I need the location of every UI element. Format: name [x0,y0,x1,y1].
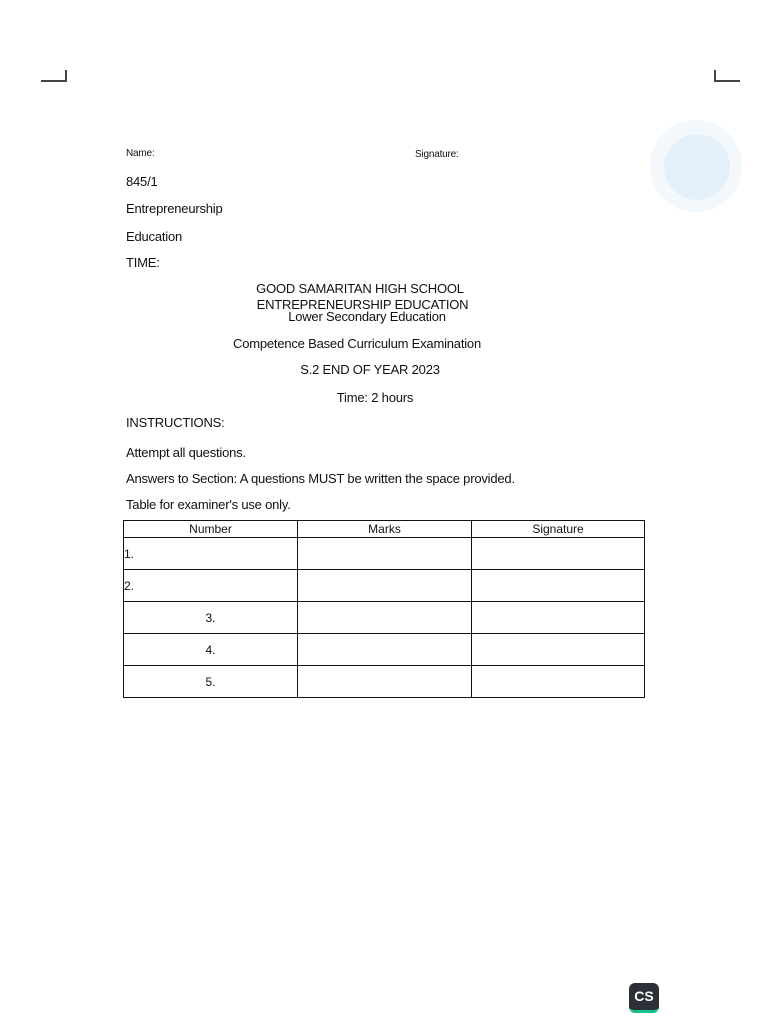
decorative-circle [650,120,742,212]
page-corner-mark-left [41,70,67,82]
marks-cell [298,538,472,570]
row-number: 3. [124,602,298,634]
row-number: 4. [124,634,298,666]
table-row [124,570,645,602]
table-row [124,666,645,698]
paper-code: 845/1 [126,174,158,189]
signature-cell [472,570,645,602]
exam-duration: Time: 2 hours [336,390,414,405]
camscanner-logo-icon: CS [629,983,659,1013]
exam-term: S.2 END OF YEAR 2023 [300,362,440,377]
exam-type: Competence Based Curriculum Examination [233,336,481,351]
marks-cell [298,634,472,666]
marks-cell [298,570,472,602]
signature-cell [472,666,645,698]
signature-cell [472,634,645,666]
signature-cell [472,538,645,570]
examiner-table [123,520,645,698]
page-corner-mark-right [714,70,740,82]
marks-cell [298,666,472,698]
table-row [124,602,645,634]
subject-line-2: Education [126,229,183,244]
time-label: TIME: [126,255,160,270]
school-name: GOOD SAMARITAN HIGH SCHOOL [256,281,464,296]
subject-title: ENTREPRENEURSHIP EDUCATION [256,297,469,312]
instruction-item: Table for examiner's use only. [126,497,291,512]
header-marks: Marks [298,521,472,538]
education-level: Lower Secondary Education [288,309,446,324]
row-number: 1. [124,538,298,570]
row-number: 5. [124,666,298,698]
instruction-item: Answers to Section: A questions MUST be written the space provided. [126,471,515,486]
signature-cell [472,602,645,634]
table-row [124,634,645,666]
table-header-row [124,521,645,538]
name-label: Name: [126,148,155,159]
table-row [124,538,645,570]
instructions-heading: INSTRUCTIONS: [126,415,225,430]
signature-label: Signature: [415,149,459,160]
marks-cell [298,602,472,634]
instruction-item: Attempt all questions. [126,445,246,460]
subject-line-1: Entrepreneurship [126,201,223,216]
header-signature: Signature [472,521,645,538]
row-number: 2. [124,570,298,602]
header-number: Number [124,521,298,538]
